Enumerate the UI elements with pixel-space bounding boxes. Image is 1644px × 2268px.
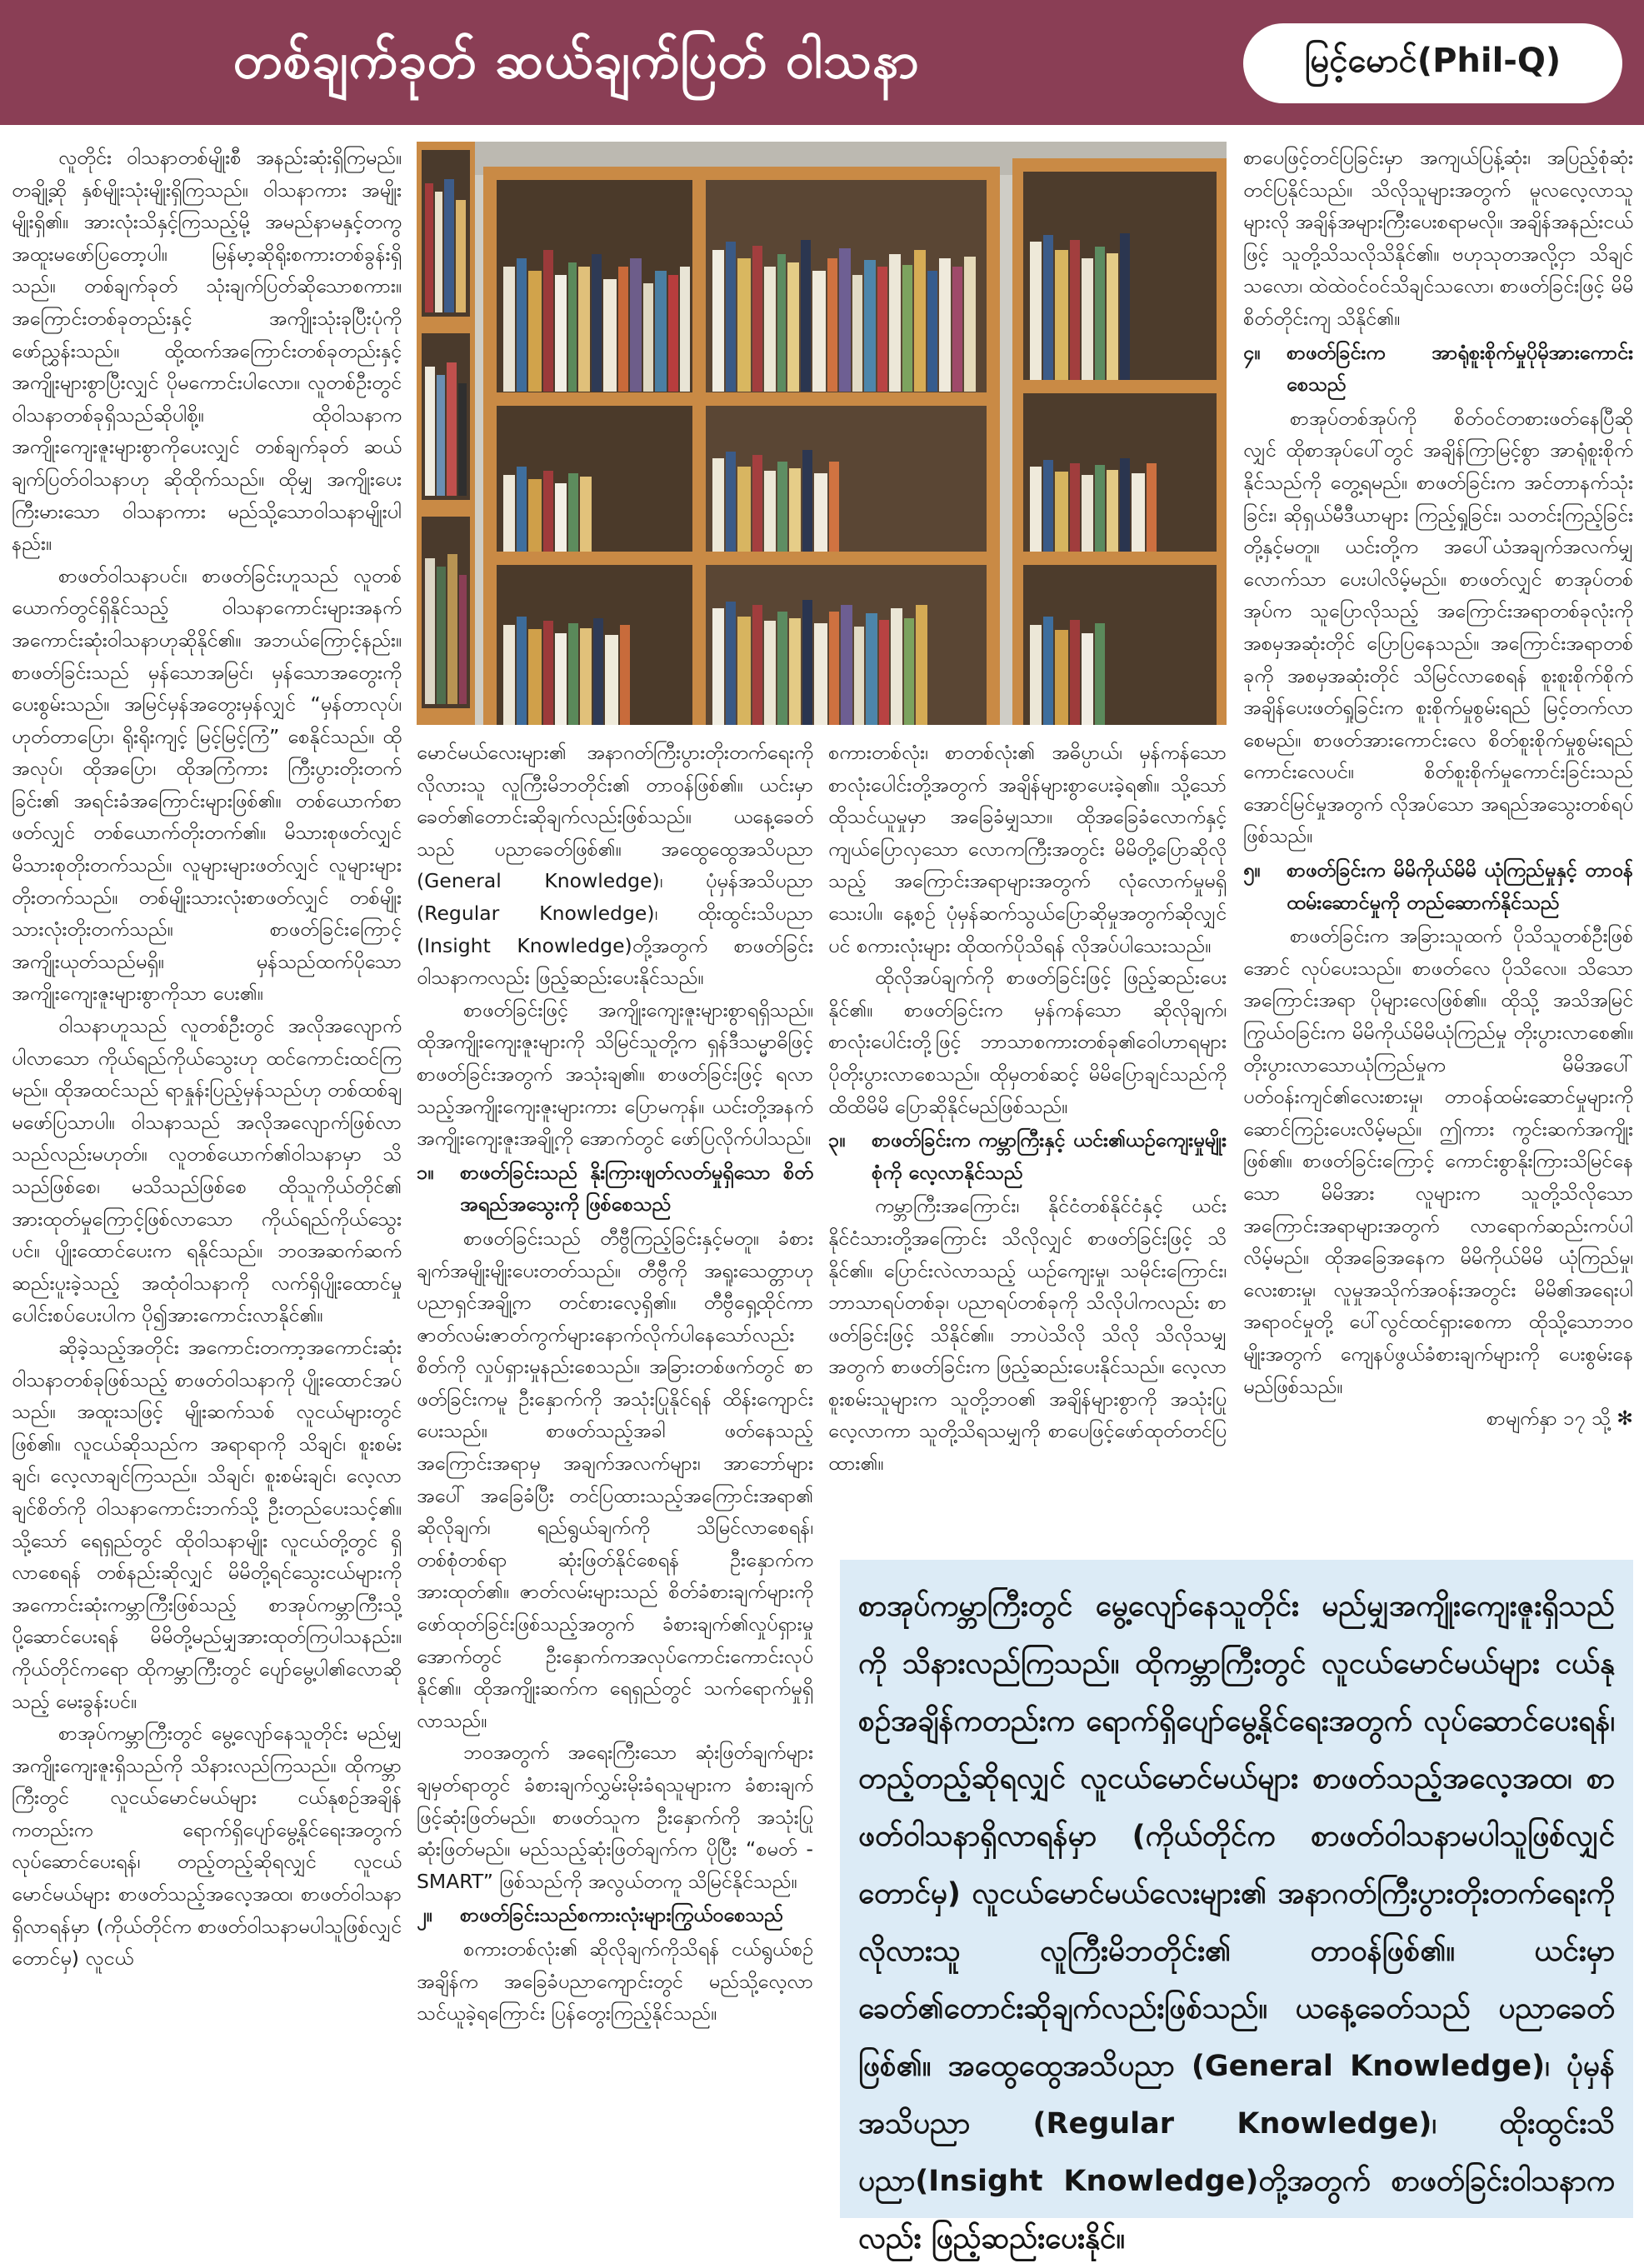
paragraph: စာဖတ်ခြင်းဖြင့် အကျိုးကျေးဇူးများစွာရရှိသည်။ ထိုအကျိုးကျေးဇူးများကို သိမြင်သူတို့က ရှန်ဒီသမ္မာဓိဖြင့် စာဖတ်ခြင်းအတွက် အသုံးချ၏။ စာဖတ်ခြင်းဖြင့် ရလာသည့်အကျိုးကျေးဇူးများကား ပြောမကုန်။ ယင်းတို့အနက် အကျိုးကျေးဇူးအချို့ကို အောက်တွင် ဖော်ပြလိုက်ပါသည်။ xyxy=(417,997,813,1151)
article-column-4 xyxy=(1243,142,1633,1553)
section-heading-text: စာဖတ်ခြင်းက ကမ္ဘာကြီးနှင့် ယင်း၏ယဉ်ကျေးမှုမျိုးစုံကို လေ့လာနိုင်သည် xyxy=(872,1128,1227,1184)
article-title: တစ်ချက်ခုတ် ဆယ်ချက်ပြတ် ဝါသနာ xyxy=(233,32,920,90)
section-heading-3 xyxy=(828,1124,1227,1188)
section-number: ၄။ xyxy=(1243,340,1261,364)
section-heading-text: စာဖတ်ခြင်းသည်စကားလုံးများကြွယ်ဝစေသည် xyxy=(460,1903,783,1927)
paragraph: စာအုပ်ကမ္ဘာကြီးတွင် မွေ့လျော်နေသူတိုင်း မည်မျှအကျိုးကျေးဇူးရှိသည်ကို သိနားလည်ကြသည်။ ထိုကမ္ဘာကြီးတွင် လူငယ်မောင်မယ်များ ငယ်နုစဉ်အချိန်ကတည်းက ရောက်ရှိပျော်မွေ့နိုင်ရေးအတွက် လုပ်ဆောင်ပေးရန်၊ တည့်တည့်ဆိုရလျှင် လူငယ်မောင်မယ်များ စာဖတ်သည့်အလေ့အထ၊ စာဖတ်ဝါသနာရှိလာရန်မှာ (ကိုယ်တိုင်က စာဖတ်ဝါသနာမပါသူဖြစ်လျှင်တောင်မှ) လူငယ် xyxy=(12,1721,402,1971)
paragraph: စကားတစ်လုံး၊ စာတစ်လုံး၏ အဓိပ္ပာယ်၊ မှန်ကန်သော စာလုံးပေါင်းတို့အတွက် အချိန်များစွာပေးခဲ့ရ၏။ သို့သော် ထိုသင်ယူမှုမှာ အခြေခံမျှသာ။ ထိုအခြေခံလောက်နှင့် ကျယ်ပြောလှသော လောကကြီးအတွင်း မိမိတို့ပြောဆိုလိုသည့် အကြောင်းအရာများအတွက် လုံလောက်မှုမရှိသေးပါ။ နေ့စဉ် ပုံမှန်ဆက်သွယ်ပြောဆိုမှုအတွက်ဆိုလျှင်ပင် စကားလုံးများ ထိုထက်ပိုသိရန် လိုအပ်ပါသေးသည်။ xyxy=(828,741,1227,957)
section-heading-text: စာဖတ်ခြင်းသည် နိုးကြားဖျတ်လတ်မှုရှိသော စိတ်အရည်အသွေးကို ဖြစ်စေသည် xyxy=(460,1160,813,1216)
section-heading-5 xyxy=(1243,854,1633,918)
paragraph: စကားတစ်လုံး၏ ဆိုလိုချက်ကိုသိရန် ငယ်ရွယ်စဉ်အချိန်က အခြေခံပညာကျောင်းတွင် မည်သို့လေ့လာသင်ယူခဲ့ရကြောင်း ပြန်တွေးကြည့်နိုင်သည်။ xyxy=(417,1936,813,2026)
section-heading-2 xyxy=(417,1899,813,1931)
paragraph: ထိုလိုအပ်ချက်ကို စာဖတ်ခြင်းဖြင့် ဖြည့်ဆည်းပေးနိုင်၏။ စာဖတ်ခြင်းက မှန်ကန်သော ဆိုလိုချက်၊ စာလုံးပေါင်းတို့ဖြင့် ဘာသာစကားတစ်ခု၏ဝေါဟာရများ ပိုတိုးပွားလာစေသည်။ ထိုမှတစ်ဆင့် မိမိပြောချင်သည်ကို ထိထိမိမိ ပြောဆိုနိုင်မည်ဖြစ်သည်။ xyxy=(828,966,1227,1118)
paragraph: လူတိုင်း ဝါသနာတစ်မျိုးစီ အနည်းဆုံးရှိကြမည်။ တချို့ဆို နှစ်မျိုးသုံးမျိုးရှိကြသည်။ ဝါသနာကား အမျိုးမျိုးရှိ၏။ အားလုံးသိနှင့်ကြသည့်မို့ အမည်နာမနှင့်တကွ အထူးမဖော်ပြတော့ပါ။ မြန်မာ့ဆိုရိုးစကားတစ်ခွန်းရှိသည်။ တစ်ချက်ခုတ် သုံးချက်ပြတ်ဆိုသောစကား။ အကြောင်းတစ်ခုတည်းနှင့် အကျိုးသုံးခုပြီးပုံကို ဖော်ညွှန်းသည်။ ထို့ထက်အကြောင်းတစ်ခုတည်းနှင့် အကျိုးများစွာပြီးလျှင် ပိုမကောင်းပါလော။ လူတစ်ဦးတွင် ဝါသနာတစ်ခုရှိသည်ဆိုပါစို့။ ထိုဝါသနာက အကျိုးကျေးဇူးများစွာကိုပေးလျှင် တစ်ချက်ခုတ် ဆယ်ချက်ပြတ်ဝါသနာဟု ဆိုထိုက်သည်။ ထိုမျှ အကျိုးပေးကြီးမားသော ဝါသနာကား မည်သို့သောဝါသနာမျိုးပါနည်း။ xyxy=(12,146,402,556)
bookshelf-photo xyxy=(417,142,1227,725)
section-number: ၅။ xyxy=(1243,858,1261,882)
paragraph: ဘဝအတွက် အရေးကြီးသော ဆုံးဖြတ်ချက်များချမှတ်ရာတွင် ခံစားချက်လွှမ်းမိုးခံရသူများက ခံစားချက်ဖြင့်ဆုံးဖြတ်မည်။ စာဖတ်သူက ဦးနှောက်ကို အသုံးပြုဆုံးဖြတ်မည်။ မည်သည့်ဆုံးဖြတ်ချက်က ပိုပြီး “စမတ် - SMART” ဖြစ်သည်ကို အလွယ်တကူ သိမြင်နိုင်သည်။ xyxy=(417,1741,813,1893)
pull-quote-text: စာအုပ်ကမ္ဘာကြီးတွင် မွေ့လျော်နေသူတိုင်း မည်မျှအကျိုးကျေးဇူးရှိသည်ကို သိနားလည်ကြသည်။ ထိုကမ္ဘာကြီးတွင် လူငယ်မောင်မယ်များ ငယ်နုစဉ်အချိန်ကတည်းက ရောက်ရှိပျော်မွေ့နိုင်ရေးအတွက် လုပ်ဆောင်ပေးရန်၊ တည့်တည့်ဆိုရလျှင် လူငယ်မောင်မယ်များ စာဖတ်သည့်အလေ့အထ၊ စာဖတ်ဝါသနာရှိလာရန်မှာ (ကိုယ်တိုင်က စာဖတ်ဝါသနာမပါသူဖြစ်လျှင်တောင်မှ) လူငယ်မောင်မယ်လေးများ၏ အနာဂတ်ကြီးပွားတိုးတက်ရေးကို လိုလားသူ လူကြီးမိဘတိုင်း၏ တာဝန်ဖြစ်၏။ ယင်းမှာ ခေတ်၏တောင်းဆိုချက်လည်းဖြစ်သည်။ ယနေ့ခေတ်သည် ပညာခေတ်ဖြစ်၏။ အထွေထွေအသိပညာ (General Knowledge)၊ ပုံမှန်အသိပညာ (Regular Knowledge)၊ ထိုးထွင်းသိပညာ(Insight Knowledge)တို့အတွက် စာဖတ်ခြင်းဝါသနာကလည်း ဖြည့်ဆည်းပေးနိုင်။ xyxy=(858,1590,1615,2256)
article-column-2 xyxy=(417,737,813,2216)
section-heading-4 xyxy=(1243,337,1633,401)
article-column-3 xyxy=(828,737,1227,1553)
article-column-1 xyxy=(12,142,402,2216)
paragraph: စာပေဖြင့်တင်ပြခြင်းမှာ အကျယ်ပြန့်ဆုံး၊ အပြည့်စုံဆုံးတင်ပြနိုင်သည်။ သိလိုသူများအတွက် မူလလေ့လာသူများလို အချိန်အများကြီးပေးစရာမလို။ အချိန်အနည်းငယ်ဖြင့် သူတို့သိသလိုသိနိုင်၏။ ဗဟုသုတအလို့ငှာ သိချင်သလော၊ ထဲထဲဝင်ဝင်သိချင်သလော၊ စာဖတ်ခြင်းဖြင့် မိမိစိတ်တိုင်းကျ သိနိုင်၏။ xyxy=(1243,146,1633,330)
paragraph: မောင်မယ်လေးများ၏ အနာဂတ်ကြီးပွားတိုးတက်ရေးကို လိုလားသူ လူကြီးမိဘတိုင်း၏ တာဝန်ဖြစ်၏။ ယင်းမှာခေတ်၏တောင်းဆိုချက်လည်းဖြစ်သည်။ ယနေ့ခေတ်သည် ပညာခေတ်ဖြစ်၏။ အထွေထွေအသိပညာ (General Knowledge)၊ ပုံမှန်အသိပညာ (Regular Knowledge)၊ ထိုးထွင်းသိပညာ (Insight Knowledge)တို့အတွက် စာဖတ်ခြင်းဝါသနာကလည်း ဖြည့်ဆည်းပေးနိုင်သည်။ xyxy=(417,741,813,990)
section-number: ၃။ xyxy=(828,1128,846,1152)
section-number: ၂။ xyxy=(417,1903,432,1927)
pull-quote-box xyxy=(840,1560,1633,2256)
section-heading-1 xyxy=(417,1156,813,1221)
article-header xyxy=(0,0,1644,125)
paragraph: ကမ္ဘာကြီးအကြောင်း၊ နိုင်ငံတစ်နိုင်ငံနှင့် ယင်းနိုင်ငံသားတို့အကြောင်း သိလိုလျှင် စာဖတ်ခြင်းဖြင့် သိနိုင်၏။ ပြောင်းလဲလာသည့် ယဉ်ကျေးမှု၊ သမိုင်းကြောင်း၊ ဘာသာရပ်တစ်ခု၊ ပညာရပ်တစ်ခုကို သိလိုပါကလည်း စာဖတ်ခြင်းဖြင့် သိနိုင်၏။ ဘာပဲသိလို သိလို သိလိုသမျှအတွက် စာဖတ်ခြင်းက ဖြည့်ဆည်းပေးနိုင်သည်။ လေ့လာစူးစမ်းသူများက သူတို့ဘဝ၏ အချိန်များစွာကို အသုံးပြုလေ့လာကာ သူတို့သိရသမျှကို စာပေဖြင့်ဖော်ထုတ်တင်ပြထား၏။ xyxy=(828,1194,1227,1476)
paragraph: ဆိုခဲ့သည့်အတိုင်း အကောင်းတကာ့အကောင်းဆုံး ဝါသနာတစ်ခုဖြစ်သည့် စာဖတ်ဝါသနာကို ပျိုးထောင်အပ်သည်။ အထူးသဖြင့် မျိုးဆက်သစ် လူငယ်များတွင် ဖြစ်၏။ လူငယ်ဆိုသည်က အရာရာကို သိချင်၊ စူးစမ်းချင်၊ လေ့လာချင်ကြသည်။ သိချင်၊ စူးစမ်းချင်၊ လေ့လာချင်စိတ်ကို ဝါသနာကောင်းဘက်သို့ ဦးတည်ပေးသင့်၏။ သို့သော် ရေရှည်တွင် ထိုဝါသနာမျိုး လူငယ်တို့တွင် ရှိလာစေရန် တစ်နည်းဆိုလျှင် မိမိတို့ရင်သွေးငယ်များကို အကောင်းဆုံးကမ္ဘာကြီးဖြစ်သည့် စာအုပ်ကမ္ဘာကြီးသို့ ပို့ဆောင်ပေးရန် မိမိတို့မည်မျှအားထုတ်ကြပါသနည်း။ ကိုယ်တိုင်ကရော ထိုကမ္ဘာကြီးတွင် ပျော်မွေ့ပါ၏လောဆိုသည့် မေးခွန်းပင်။ xyxy=(12,1335,402,1713)
bookshelf-illustration xyxy=(417,142,1227,725)
section-heading-text: စာဖတ်ခြင်းက မိမိကိုယ်မိမိ ယုံကြည်မှုနှင့် တာဝန်ထမ်းဆောင်မှုကို တည်ဆောက်နိုင်သည် xyxy=(1287,858,1633,914)
paragraph: စာအုပ်တစ်အုပ်ကို စိတ်ဝင်တစားဖတ်နေပြီဆိုလျှင် ထိုစာအုပ်ပေါ်တွင် အချိန်ကြာမြင့်စွာ အာရုံစူးစိုက်နိုင်သည်ကို တွေ့ရမည်။ စာဖတ်ခြင်းက အင်တာနက်သုံးခြင်း၊ ဆိုရှယ်မီဒီယာများ ကြည့်ရှုခြင်း၊ သတင်းကြည့်ခြင်းတို့နှင့်မတူ။ ယင်းတို့က အပေါ်ယံအချက်အလက်မျှလောက်သာ ပေးပါလိမ့်မည်။ စာဖတ်လျှင် စာအုပ်တစ်အုပ်က သူပြောလိုသည့် အကြောင်းအရာတစ်ခုလုံးကို အစမှအဆုံးတိုင် ပြောပြနေသည်။ အကြောင်းအရာတစ်ခုကို အစမှအဆုံးတိုင် သိမြင်လာစေရန် စူးစူးစိုက်စိုက် အချိန်ပေးဖတ်ရှုခြင်းက စူးစိုက်မှုစွမ်းရည် မြင့်တက်လာစေမည်။ စာဖတ်အားကောင်းလေ စိတ်စူးစိုက်မှုစွမ်းရည်ကောင်းလေပင်။ စိတ်စူးစိုက်မှုကောင်းခြင်းသည် အောင်မြင်မှုအတွက် လိုအပ်သော အရည်အသွေးတစ်ရပ် ဖြစ်သည်။ xyxy=(1243,406,1633,848)
paragraph: ဝါသနာဟူသည် လူတစ်ဦးတွင် အလိုအလျောက်ပါလာသော ကိုယ်ရည်ကိုယ်သွေးဟု ထင်ကောင်းထင်ကြမည်။ ထိုအထင်သည် ရာနှုန်းပြည့်မှန်သည်ဟု တစ်ထစ်ချမဖော်ပြသာပါ။ ဝါသနာသည် အလိုအလျောက်ဖြစ်လာသည်လည်းမဟုတ်။ လူတစ်ယောက်၏ဝါသနာမှာ သိသည်ဖြစ်စေ၊ မသိသည်ဖြစ်စေ ထိုသူကိုယ်တိုင်၏ အားထုတ်မှုကြောင့်ဖြစ်လာသော ကိုယ်ရည်ကိုယ်သွေးပင်။ ပျိုးထောင်ပေးက ရနိုင်သည်။ ဘဝအဆက်ဆက်ဆည်းပူးခဲ့သည့် အထုံဝါသနာကို လက်ရှိပျိုးထောင်မှု ပေါင်းစပ်ပေးပါက ပို၍အားကောင်းလာနိုင်၏။ xyxy=(12,1014,402,1327)
paragraph: စာဖတ်ဝါသနာပင်။ စာဖတ်ခြင်းဟူသည် လူတစ်ယောက်တွင်ရှိနိုင်သည့် ဝါသနာကောင်းများအနက် အကောင်းဆုံးဝါသနာဟုဆိုနိုင်၏။ အဘယ်ကြောင့်နည်း။ စာဖတ်ခြင်းသည် မှန်သောအမြင်၊ မှန်သောအတွေးကို ပေးစွမ်းသည်။ အမြင်မှန်အတွေးမှန်လျှင် “မှန်တာလုပ်၊ ဟုတ်တာပြော၊ ရိုးရိုးကျင့် မြင့်မြင့်ကြံ” စေနိုင်သည်။ ထိုအလုပ်၊ ထိုအပြော၊ ထိုအကြံကား ကြီးပွားတိုးတက်ခြင်း၏ အရင်းခံအကြောင်းများဖြစ်၏။ တစ်ယောက်စာဖတ်လျှင် တစ်ယောက်တိုးတက်၏။ မိသားစုဖတ်လျှင် မိသားစုတိုးတက်သည်။ လူများများဖတ်လျှင် လူများများတိုးတက်သည်။ တစ်မျိုးသားလုံးစာဖတ်လျှင် တစ်မျိုးသားလုံးတိုးတက်သည်။ စာဖတ်ခြင်းကြောင့် အကျိုးယုတ်သည်မရှိ။ မှန်သည်ထက်ပိုသော အကျိုးကျေးဇူးများစွာကိုသာ ပေး၏။ xyxy=(12,563,402,1006)
section-heading-text: စာဖတ်ခြင်းက အာရုံစူးစိုက်မှုပိုမိုအားကောင်းစေသည် xyxy=(1287,340,1633,397)
section-number: ၁။ xyxy=(417,1160,434,1184)
paragraph: စာဖတ်ခြင်းက အခြားသူထက် ပိုသိသူတစ်ဦးဖြစ်အောင် လုပ်ပေးသည်။ စာဖတ်လေ ပိုသိလေ။ သိသောအကြောင်းအရာ ပိုများလေဖြစ်၏။ ထိုသို့ အသိအမြင်ကြွယ်ဝခြင်းက မိမိကိုယ်မိမိယုံကြည်မှု တိုးပွားလာစေ၏။ တိုးပွားလာသောယုံကြည်မှုက မိမိအပေါ် ပတ်ဝန်းကျင်၏လေးစားမှု၊ တာဝန်ထမ်းဆောင်မှုများကို ဆောင်ကြဉ်းပေးလိမ့်မည်။ ဤကား ကွင်းဆက်အကျိုးဖြစ်၏။ စာဖတ်ခြင်းကြောင့် ကောင်းစွာနိုးကြားသိမြင်နေသော မိမိအား လူများက သူတို့သိလိုသော အကြောင်းအရာများအတွက် လာရောက်ဆည်းကပ်ပါလိမ့်မည်။ ထိုအခြေအနေက မိမိကိုယ်မိမိ ယုံကြည်မှု၊ လေးစားမှု၊ လူမှုအသိုက်အဝန်းအတွင်း မိမိ၏အရေးပါ အရာဝင်မှုတို့ ပေါ်လွင်ထင်ရှားစေကာ ထိုသို့သောဘဝမျိုးအတွက် ကျေနပ်ဖွယ်ခံစားချက်များကို ပေးစွမ်းနေမည်ဖြစ်သည်။ xyxy=(1243,924,1633,1398)
author-badge: မြင့်မောင်(Phil-Q) xyxy=(1243,23,1622,103)
paragraph: စာဖတ်ခြင်းသည် တီဗွီကြည့်ခြင်းနှင့်မတူ။ ခံစားချက်အမျိုးမျိုးပေးတတ်သည်။ တီဗွီကို အရူးသေတ္တာဟု ပညာရှင်အချို့က တင်စားလေ့ရှိ၏။ တီဗွီရှေ့ထိုင်ကာ ဇာတ်လမ်းဇာတ်ကွက်များနောက်လိုက်ပါနေသော်လည်း စိတ်ကို လှုပ်ရှားမှုနည်းစေသည်။ အခြားတစ်ဖက်တွင် စာဖတ်ခြင်းကမူ ဦးနှောက်ကို အသုံးပြုနိုင်ရန် ထိန်းကျောင်းပေးသည်။ စာဖတ်သည့်အခါ ဖတ်နေသည့်အကြောင်းအရာမှ အချက်အလက်များ၊ အာဘော်များအပေါ် အခြေခံပြီး တင်ပြထားသည့်အကြောင်းအရာ၏ ဆိုလိုချက်၊ ရည်ရွယ်ချက်ကို သိမြင်လာစေရန်၊ တစ်စုံတစ်ရာ ဆုံးဖြတ်နိုင်စေရန် ဦးနှောက်ကအားထုတ်၏။ ဇာတ်လမ်းများသည် စိတ်ခံစားချက်များကို ဖော်ထုတ်ခြင်းဖြစ်သည့်အတွက် ခံစားချက်၏လှုပ်ရှားမှုအောက်တွင် ဦးနှောက်ကအလုပ်ကောင်းကောင်းလုပ်နိုင်၏။ ထိုအကျိုးဆက်က ရေရှည်တွင် သက်ရောက်မှုရှိလာသည်။ xyxy=(417,1226,813,1732)
continued-on-page-note: စာမျက်နှာ ၁၇ သို့ ✻ xyxy=(1486,1406,1633,1431)
